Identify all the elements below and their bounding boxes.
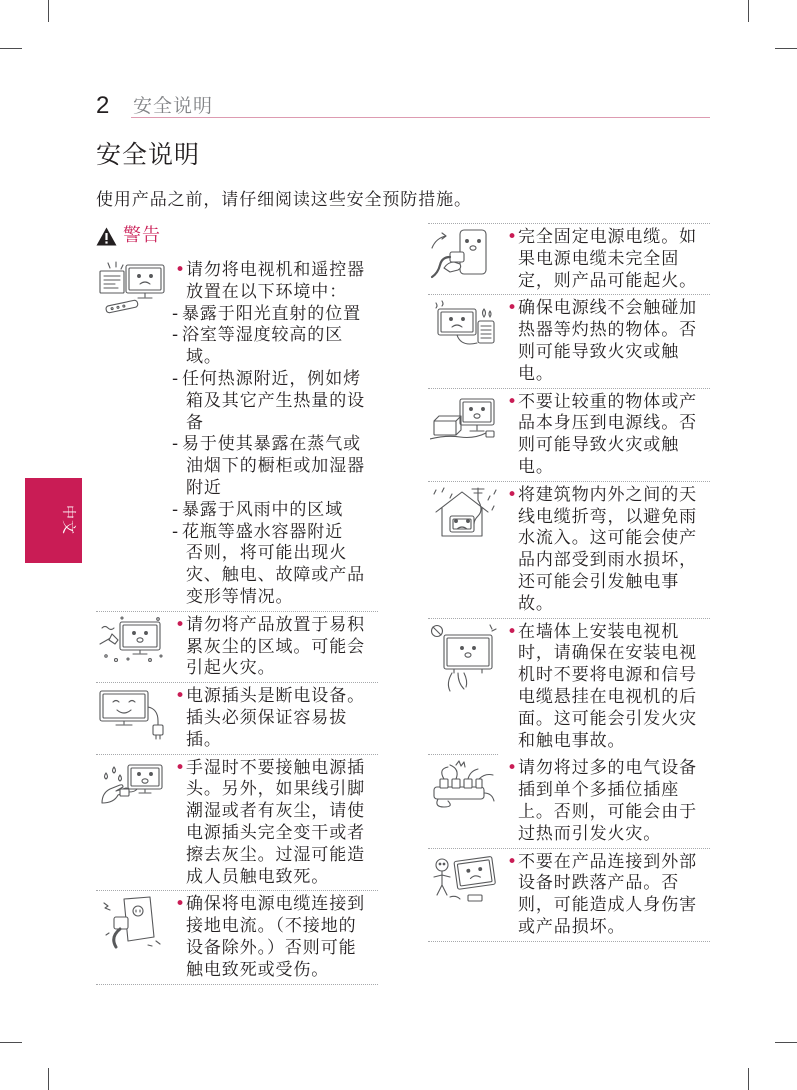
item-line <box>507 271 710 293</box>
bullet-marker: • <box>175 894 186 915</box>
right-item-4 <box>428 482 710 619</box>
item-line <box>175 478 378 500</box>
item-line-text: 热器等灼热的物体。否 <box>518 320 697 341</box>
item-line <box>175 543 378 565</box>
bullet-marker: • <box>507 484 518 505</box>
item-line <box>175 730 378 752</box>
dash-marker: - <box>172 325 179 346</box>
item-line <box>507 780 710 802</box>
item-line-text: 还可能会引发触电事 <box>518 571 680 592</box>
item-line <box>175 758 378 780</box>
item-line-text: 变形等情况。 <box>186 586 294 607</box>
item-line-text: 定，则产品可能起火。 <box>518 270 697 291</box>
item-line-text: 不要在产品连接到外部 <box>518 851 697 872</box>
item-line-text: 上。否则，可能会由于 <box>518 801 697 822</box>
tv-remote-sunlight-illustration <box>98 261 166 315</box>
bullet-marker: • <box>507 621 518 642</box>
item-line-text: 过热而引发火灾。 <box>518 823 662 844</box>
item-line <box>175 845 378 867</box>
bullet-marker: • <box>175 686 186 707</box>
item-line-text: 请勿将产品放置于易积 <box>186 614 365 635</box>
crop-mark <box>0 1042 22 1043</box>
item-line <box>175 823 378 845</box>
right-item-5 <box>428 619 710 756</box>
right-item-1 <box>428 224 710 295</box>
item-line <box>507 622 710 644</box>
item-line-text: 果电源电缆未完全固 <box>518 248 680 269</box>
item-line <box>507 758 710 780</box>
item-line-text: 故。 <box>518 593 554 614</box>
item-line <box>507 802 710 824</box>
item-line-text: 设备除外。）否则可能 <box>186 937 357 958</box>
crop-mark <box>748 1068 749 1090</box>
item-line <box>507 550 710 572</box>
bullet-marker: • <box>175 260 186 280</box>
item-line-text: 油烟下的橱柜或加湿器 <box>186 456 365 477</box>
item-line <box>175 708 378 730</box>
item-line-text: 完全固定电源电缆。如 <box>518 227 697 247</box>
item-line-text: 则，可能造成人身伤害 <box>518 895 697 916</box>
illustration-frame <box>430 486 498 540</box>
item-line <box>507 507 710 529</box>
item-line-text: 擦去灰尘。过湿可能造 <box>186 844 365 865</box>
item-line <box>507 852 710 874</box>
item-line-text: 插到单个多插位插座 <box>518 780 680 801</box>
item-line <box>507 528 710 550</box>
item-line-text: 电源插头是断电设备。 <box>186 686 365 707</box>
item-line <box>175 658 378 680</box>
item-line-text: 否则，将可能出现火 <box>186 543 348 564</box>
illustration-frame <box>430 623 498 693</box>
item-line <box>175 960 378 982</box>
left-column <box>96 257 378 985</box>
item-text <box>175 758 378 889</box>
antenna-rain-illustration <box>430 486 498 540</box>
intro-text: 使用产品之前，请仔细阅读这些安全预防措施。 <box>96 190 472 210</box>
left-item-4 <box>96 755 378 892</box>
item-line-text: 域。 <box>186 347 222 368</box>
item-line <box>175 391 378 413</box>
item-line-text: 插。 <box>186 729 222 750</box>
item-line-text: 或产品损坏。 <box>518 916 626 937</box>
bullet-marker: • <box>175 757 186 778</box>
grounded-plug-illustration <box>98 895 166 949</box>
item-line <box>175 260 378 282</box>
illustration-frame <box>430 853 498 907</box>
dash-marker: - <box>172 368 179 389</box>
item-text <box>507 392 710 479</box>
left-item-1 <box>96 257 378 612</box>
item-line-text: 暴露于风雨中的区域 <box>182 499 344 520</box>
item-text <box>507 852 710 939</box>
header-rule <box>131 117 710 118</box>
item-line <box>172 499 378 522</box>
item-line <box>175 779 378 801</box>
item-text <box>507 485 710 616</box>
item-line <box>507 392 710 414</box>
item-line-text: 设备时跌落产品。否 <box>518 873 680 894</box>
item-line <box>507 572 710 594</box>
illustration-frame <box>98 759 166 813</box>
falling-tv-illustration <box>430 853 498 907</box>
item-line-text: 灾、触电、故障或产品 <box>186 565 365 586</box>
item-line-text: 电缆悬挂在电视机的后 <box>518 686 697 707</box>
item-line-text: 和触电事故。 <box>518 730 626 751</box>
right-item-6 <box>428 755 710 848</box>
item-line-text: 将建筑物内外之间的天 <box>518 484 697 505</box>
crop-mark <box>48 0 49 22</box>
warning-triangle-icon <box>96 227 117 246</box>
item-line-text: 在墙体上安装电视机 <box>518 621 680 642</box>
item-text <box>507 227 710 292</box>
item-line-text: 箱及其它产生热量的设 <box>186 390 365 411</box>
item-line <box>175 686 378 708</box>
item-line-text: 电。 <box>518 456 554 477</box>
item-line-text: 暴露于阳光直射的位置 <box>182 303 361 324</box>
item-line <box>507 413 710 435</box>
warning-heading <box>96 225 161 247</box>
page-number: 2 <box>96 92 110 119</box>
item-text <box>507 758 710 845</box>
item-line <box>175 637 378 659</box>
right-column <box>428 223 710 942</box>
item-line <box>175 867 378 889</box>
dash-marker: - <box>172 434 179 455</box>
item-text <box>175 615 378 680</box>
item-line <box>175 938 378 960</box>
item-line <box>175 565 378 587</box>
item-line <box>172 303 378 326</box>
item-line <box>507 873 710 895</box>
item-line-text: 累灰尘的区域。可能会 <box>186 636 365 657</box>
illustration-frame <box>430 228 498 282</box>
item-text <box>175 894 378 981</box>
illustration-frame <box>98 261 166 315</box>
illustration-frame <box>430 393 498 447</box>
warning-label: 警告 <box>123 225 161 246</box>
language-tab-label: 中文 <box>60 505 76 535</box>
bullet-marker: • <box>507 851 518 872</box>
crop-mark <box>48 1068 49 1090</box>
item-line <box>175 456 378 478</box>
item-line <box>507 709 710 731</box>
item-line <box>172 434 378 456</box>
item-line <box>507 457 710 479</box>
item-line-text: 易于使其暴露在蒸气或 <box>182 434 361 455</box>
wall-mount-illustration <box>430 623 498 693</box>
illustration-frame <box>98 895 166 949</box>
item-line-text: 品本身压到电源线。否 <box>518 413 697 434</box>
item-line-text: 品内部受到雨水损坏， <box>518 550 697 571</box>
item-line-text: 花瓶等盛水容器附近 <box>182 521 344 542</box>
item-line <box>175 347 378 369</box>
item-line <box>507 342 710 364</box>
item-line <box>507 895 710 917</box>
item-line <box>507 249 710 271</box>
item-text <box>507 622 710 753</box>
right-item-3 <box>428 389 710 482</box>
crop-mark <box>748 0 749 22</box>
item-line-text: 电。 <box>518 363 554 384</box>
item-line <box>507 227 710 249</box>
item-line-text: 放置在以下环境中： <box>186 281 348 302</box>
item-line <box>507 320 710 342</box>
item-line <box>507 731 710 753</box>
bullet-marker: • <box>507 298 518 319</box>
bullet-marker: • <box>507 758 518 779</box>
item-line <box>172 325 378 347</box>
item-line-text: 头。另外，如果线引脚 <box>186 779 365 800</box>
dash-marker: - <box>172 499 179 520</box>
item-line-text: 备 <box>186 412 204 433</box>
item-line-text: 时，请确保在安装电视 <box>518 643 697 664</box>
item-line-text: 线电缆折弯，以避免雨 <box>518 506 697 527</box>
item-line <box>507 824 710 846</box>
item-line-text: 面。这可能会引发火灾 <box>518 708 697 729</box>
item-line-text: 附近 <box>186 477 222 498</box>
item-line-text: 确保电源线不会触碰加 <box>518 298 697 319</box>
item-line <box>507 435 710 457</box>
right-item-2 <box>428 295 710 388</box>
item-line <box>507 643 710 665</box>
crop-mark <box>0 48 22 49</box>
item-line <box>175 894 378 916</box>
item-line-text: 则可能导致火灾或触 <box>518 435 680 456</box>
item-line-text: 接地电流。（不接地的 <box>186 916 357 937</box>
item-line-text: 请勿将电视机和遥控器 <box>186 260 365 280</box>
item-line <box>175 282 378 304</box>
item-line-text: 潮湿或者有灰尘，请使 <box>186 801 365 822</box>
item-line-text: 机时不要将电源和信号 <box>518 665 697 686</box>
illustration-frame <box>430 299 498 353</box>
item-line-text: 请勿将过多的电气设备 <box>518 758 697 779</box>
left-item-2 <box>96 612 378 683</box>
item-line <box>507 917 710 939</box>
item-text <box>175 686 378 751</box>
page-title: 安全说明 <box>96 140 201 169</box>
item-line <box>175 587 378 609</box>
item-line <box>507 687 710 709</box>
item-line-text: 不要让较重的物体或产 <box>518 391 697 412</box>
crop-mark <box>775 1042 797 1043</box>
running-header-section: 安全说明 <box>133 95 214 117</box>
item-line <box>175 801 378 823</box>
item-line-text: 电源插头完全变干或者 <box>186 822 365 843</box>
item-line-text: 任何热源附近，例如烤 <box>182 368 361 389</box>
item-line-text: 插头必须保证容易拔 <box>186 707 348 728</box>
dash-marker: - <box>172 303 179 324</box>
item-line-text: 则可能导致火灾或触 <box>518 341 680 362</box>
heavy-object-illustration <box>430 393 498 447</box>
power-strip-illustration <box>430 759 498 813</box>
item-line-text: 触电致死或受伤。 <box>186 959 330 980</box>
left-item-3 <box>96 683 378 754</box>
item-line-text: 手湿时不要接触电源插 <box>186 757 365 778</box>
item-line <box>175 615 378 637</box>
item-line <box>507 594 710 616</box>
item-line <box>172 521 378 544</box>
right-item-7 <box>428 849 710 942</box>
cable-insert-illustration <box>430 228 498 282</box>
item-line <box>175 916 378 938</box>
item-line-text: 水流入。这可能会使产 <box>518 528 697 549</box>
item-line-text: 浴室等湿度较高的区 <box>182 325 344 346</box>
item-line-text: 引起火灾。 <box>186 658 276 679</box>
bullet-marker: • <box>175 614 186 635</box>
illustration-frame <box>98 687 166 741</box>
item-line-text: 成人员触电致死。 <box>186 866 330 887</box>
wet-hands-illustration <box>98 759 166 813</box>
heater-illustration <box>430 299 498 353</box>
bullet-marker: • <box>507 227 518 247</box>
illustration-frame <box>98 616 166 670</box>
dash-marker: - <box>172 521 179 542</box>
item-line <box>507 298 710 320</box>
illustration-frame <box>430 759 498 813</box>
item-line-text: 确保将电源电缆连接到 <box>186 894 365 915</box>
language-tab <box>25 478 82 563</box>
left-item-5 <box>96 891 378 984</box>
item-line <box>507 485 710 507</box>
item-line <box>175 413 378 435</box>
item-line <box>507 364 710 386</box>
item-text <box>172 260 378 609</box>
dusty-tv-illustration <box>98 616 166 670</box>
crop-mark <box>775 48 797 49</box>
item-line <box>507 665 710 687</box>
item-line <box>172 368 378 391</box>
item-text <box>507 298 710 385</box>
power-plug-illustration <box>98 687 166 741</box>
bullet-marker: • <box>507 391 518 412</box>
